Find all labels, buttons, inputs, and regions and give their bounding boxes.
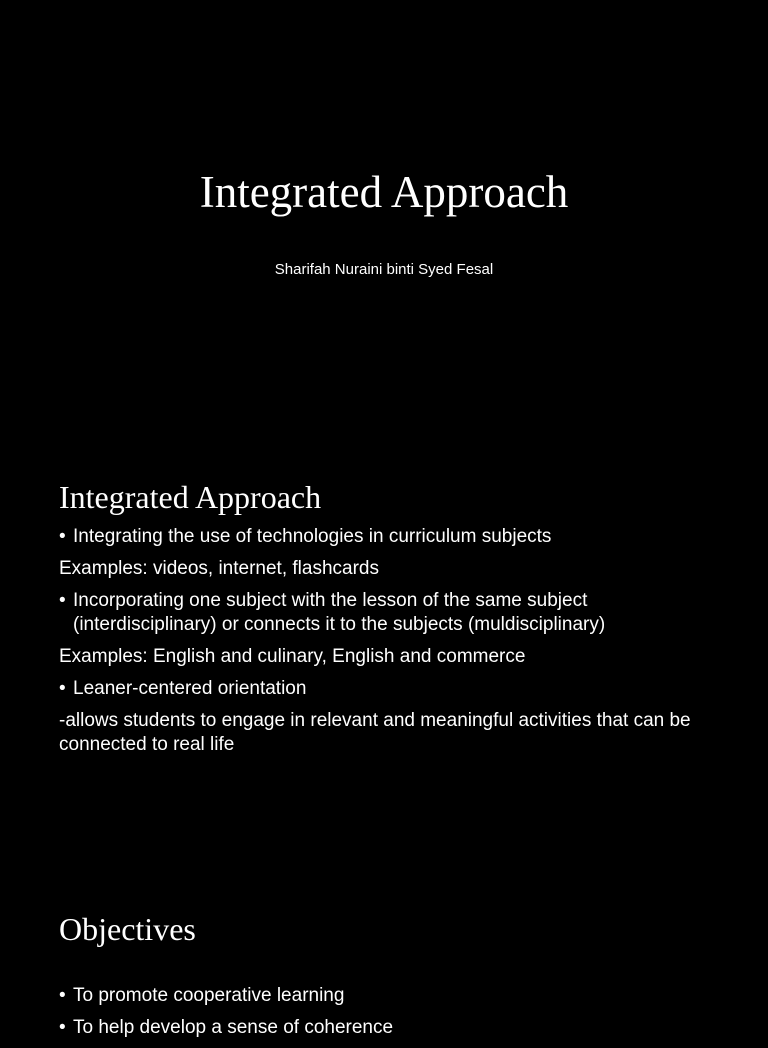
title-slide bbox=[0, 0, 768, 432]
content-text: -allows students to engage in relevant and meaningful activities that can be connected to real life bbox=[59, 710, 691, 755]
objectives-slide bbox=[0, 864, 768, 1038]
slide-title: Objectives bbox=[59, 911, 196, 947]
content-text: Examples: English and culinary, English and commerce bbox=[59, 646, 526, 667]
bullet-item: • To help develop a sense of coherence bbox=[59, 1016, 699, 1040]
slide-content bbox=[59, 984, 699, 1048]
bullet-item: • Leaner-centered orientation bbox=[59, 677, 699, 701]
bullet-item: • Incorporating one subject with the lesson of the same subject (interdisciplinary) or connects it to the subjects (muldisciplinary) bbox=[59, 589, 699, 637]
bullet-item: • Integrating the use of technologies in curriculum subjects bbox=[59, 525, 699, 549]
slide-content bbox=[59, 525, 699, 765]
integrated-approach-slide bbox=[0, 432, 768, 864]
presentation-title: Integrated Approach bbox=[199, 167, 569, 217]
content-text: Examples: videos, internet, flashcards bbox=[59, 558, 379, 579]
author-subtitle: Sharifah Nuraini binti Syed Fesal bbox=[274, 261, 494, 278]
slide-title: Integrated Approach bbox=[59, 479, 322, 515]
bullet-item: • To promote cooperative learning bbox=[59, 984, 699, 1008]
